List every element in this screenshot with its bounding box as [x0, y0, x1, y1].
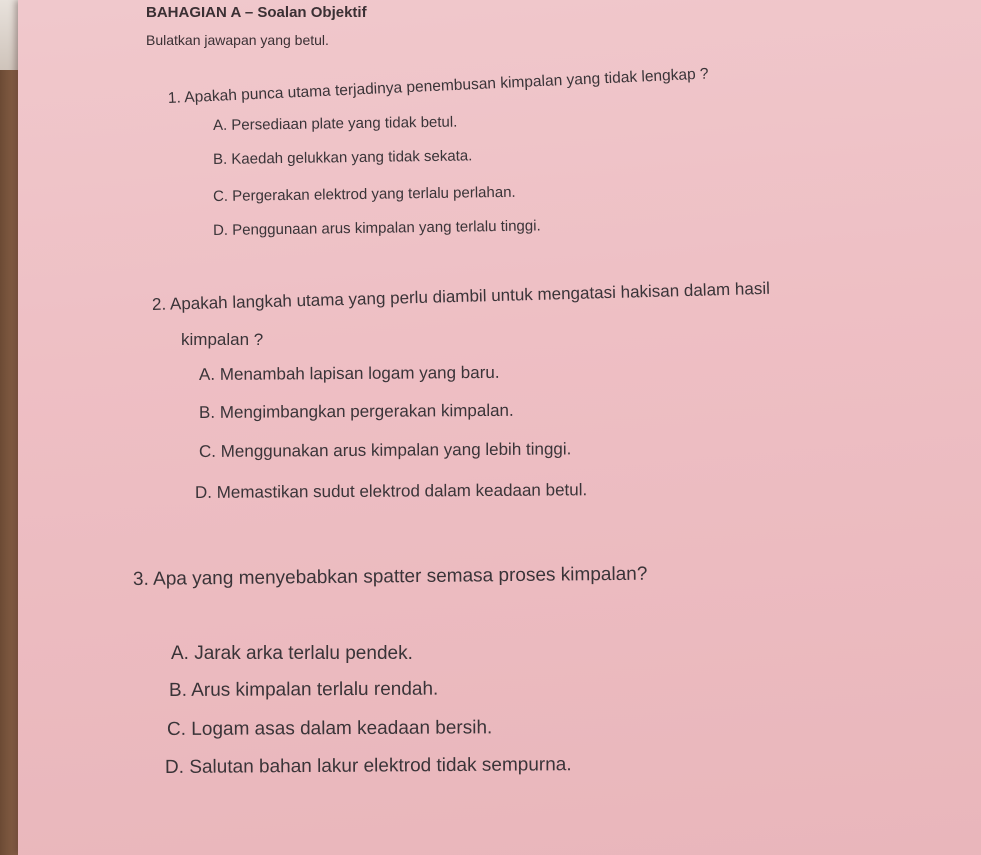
question-text: Apa yang menyebabkan spatter semasa proses kimpalan? — [152, 563, 648, 590]
option-text: Menggunakan arus kimpalan yang lebih tinggi. — [220, 439, 572, 461]
option-text: Menambah lapisan logam yang baru. — [219, 362, 500, 384]
question-text: Apakah langkah utama yang perlu diambil untuk mengatasi hakisan dalam hasil — [169, 278, 771, 314]
question-1-option-a[interactable] — [213, 114, 458, 134]
worksheet-paper — [18, 0, 981, 855]
option-text: Arus kimpalan terlalu rendah. — [191, 678, 439, 701]
option-text: Jarak arka terlalu pendek. — [194, 643, 413, 664]
option-text: Penggunaan arus kimpalan yang terlalu tinggi. — [232, 217, 541, 239]
question-2-option-d[interactable] — [195, 480, 587, 503]
question-3-option-b[interactable] — [169, 679, 438, 702]
option-text: Persediaan plate yang tidak betul. — [231, 113, 458, 134]
option-letter: A. — [198, 364, 216, 384]
option-letter: C. — [212, 187, 229, 205]
question-2-option-c[interactable] — [199, 439, 571, 462]
option-text: Logam asas dalam keadaan bersih. — [191, 717, 493, 740]
option-text: Salutan bahan lakur elektrod tidak sempurna. — [189, 754, 572, 778]
option-letter: D. — [164, 756, 185, 778]
instruction-text: Bulatkan jawapan yang betul. — [146, 32, 329, 48]
question-2-option-a[interactable] — [199, 363, 500, 385]
question-2-continuation: kimpalan ? — [181, 330, 264, 349]
question-3-option-d[interactable] — [165, 754, 572, 779]
option-letter: A. — [171, 643, 189, 664]
option-text: Memastikan sudut elektrod dalam keadaan betul. — [216, 480, 588, 502]
question-text: Apakah punca utama terjadinya penembusan kimpalan yang tidak lengkap ? — [183, 65, 709, 107]
question-number: 1. — [167, 89, 182, 107]
option-letter: A. — [212, 116, 228, 134]
option-letter: B. — [198, 402, 216, 422]
option-letter: B. — [212, 150, 228, 168]
option-text: Pergerakan elektrod yang terlalu perlahan. — [232, 183, 516, 205]
question-number: 2. — [151, 294, 167, 314]
question-3-option-c[interactable] — [167, 717, 492, 741]
option-letter: C. — [198, 441, 217, 461]
option-letter: B. — [168, 679, 188, 701]
option-letter: C. — [166, 718, 187, 740]
section-title: BAHAGIAN A – Soalan Objektif — [146, 4, 367, 21]
question-3-option-a[interactable] — [171, 643, 413, 665]
option-text: Mengimbangkan pergerakan kimpalan. — [219, 400, 514, 422]
question-2-option-b[interactable] — [199, 401, 514, 423]
option-letter: D. — [194, 482, 213, 502]
option-letter: D. — [212, 221, 229, 239]
question-1-option-b[interactable] — [213, 147, 473, 168]
option-text: Kaedah gelukkan yang tidak sekata. — [231, 147, 473, 168]
question-number: 3. — [132, 568, 149, 590]
